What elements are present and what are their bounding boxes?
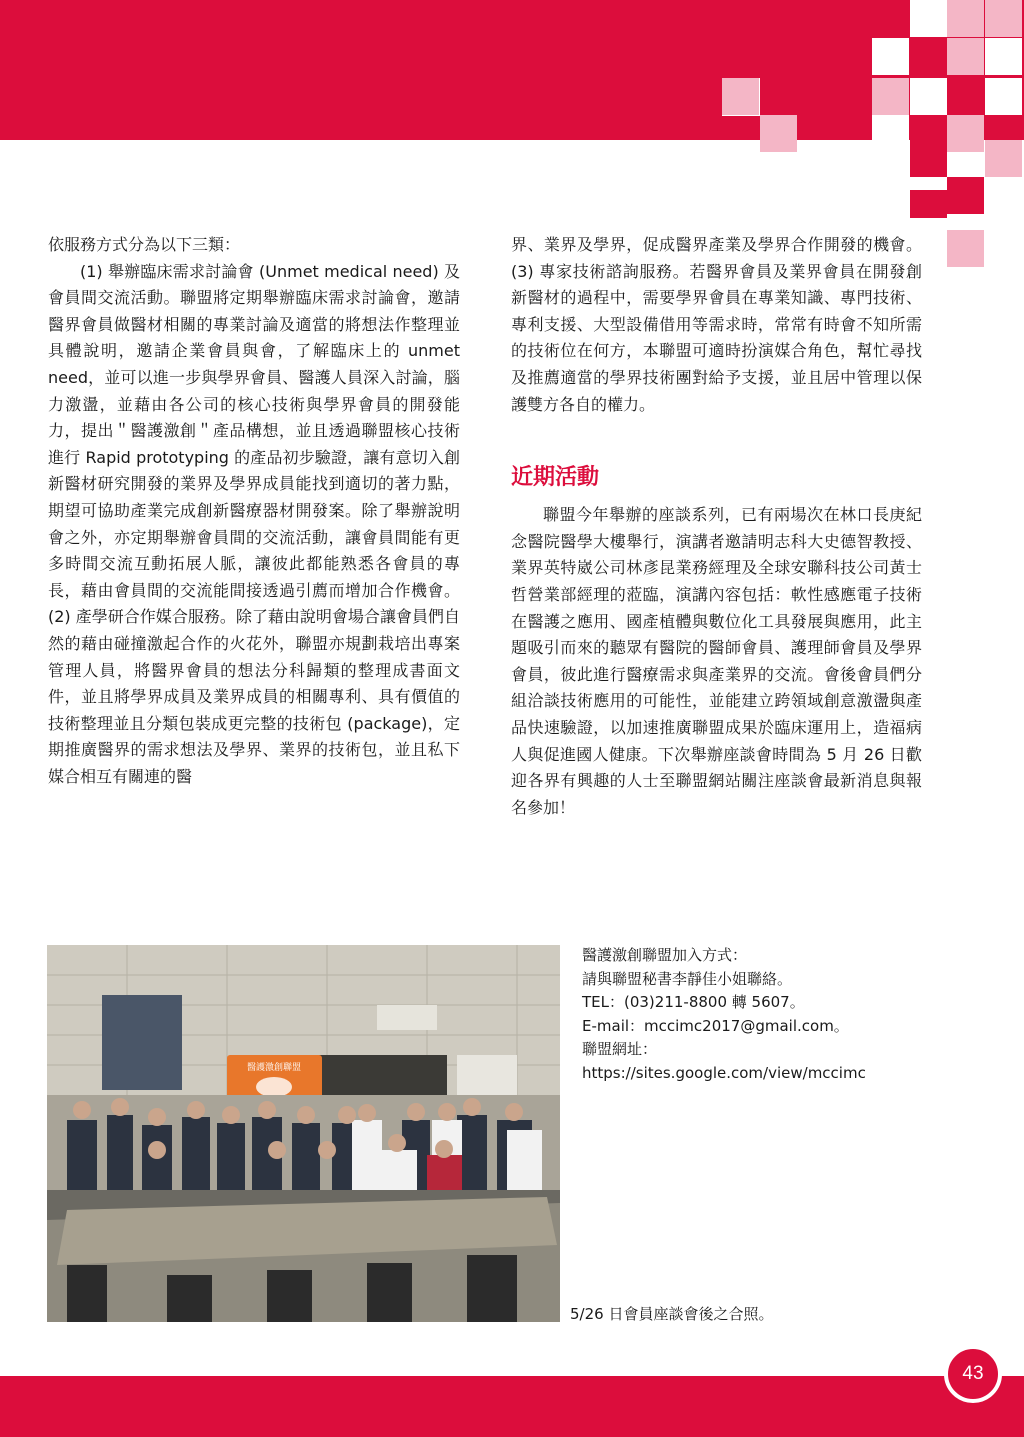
contact-person: 請與聯盟秘書李靜佳小姐聯絡。 <box>582 969 793 988</box>
right-column <box>511 232 922 821</box>
contact-email: E-mail：mccimc2017@gmail.com。 <box>582 1016 849 1035</box>
recent-activities-paragraph: 聯盟今年舉辦的座談系列，已有兩場次在林口長庚紀念醫院醫學大樓舉行，演講者邀請明志科大史德智教授、業界英特崴公司林彥昆業務經理及全球安聯科技公司黃士哲營業部經理的蒞臨，演講內容包括：軟性感應電子技術在醫護之應用、國產植體與數位化工具發展與應用，此主題吸引而來的聽眾有醫院的醫師會員、護理師會員及學界會員，彼此進行醫療需求與產業界的交流。會後會員們分組洽談技術應用的可能性，並能建立跨領域創意激盪與產品快速驗證，以加速推廣聯盟成果於臨床運用上，造福病人與促進國人健康。下次舉辦座談會時間為 5 月 26 日歡迎各界有興趣的人士至聯盟網站關注座談會最新消息與報名參加！ <box>511 505 922 817</box>
header-band <box>0 0 1024 140</box>
contact-info <box>582 944 1002 1086</box>
contact-tel: TEL：(03)211-8800 轉 5607。 <box>582 993 805 1012</box>
footer-band <box>0 1376 1024 1437</box>
section-title-recent-activities: 近期活動 <box>511 465 600 491</box>
left-column <box>48 232 460 790</box>
svg-text:醫護激創聯盟: 醫護激創聯盟 <box>246 1063 302 1073</box>
group-photo <box>47 945 560 1322</box>
page-number: 43 <box>944 1345 1002 1403</box>
services-paragraph: (1) 舉辦臨床需求討論會 (Unmet medical need) 及會員間交流活動。聯盟將定期舉辦臨床需求討論會，邀請醫界會員做醫材相關的專業討論及適當的將想法作整理並具體說明，邀請企業會員與會，了解臨床上的 unmet need，並可以進一步與學界會員、醫護人員深入討論，腦力激盪，並藉由各公司的核心技術與學界會員的開發能力，提出＂醫護激創＂產品構想，並且透過聯盟核心技術進行 Rapid prototyping 的產品初步驗證，讓有意切入創新醫材研究開發的業界及學界成員能找到適切的著力點，期望可協助產業完成創新醫療器材開發案。除了舉辦說明會之外，亦定期舉辦會員間的交流活動，讓會員間能有更多時間交流互動拓展人脈，讓彼此都能熟悉各會員的專長，藉由會員間的交流能間接透過引薦而增加合作機會。(2) 產學研合作媒合服務。除了藉由說明會場合讓會員們自然的藉由碰撞激起合作的火花外，聯盟亦規劃栽培出專案管理人員，將醫界會員的想法分科歸類的整理成書面文件，並且將學界成員及業界成員的相關專利、具有價值的技術整理並且分類包裝成更完整的技術包 (package)，定期推廣醫界的需求想法及學界、業界的技術包，並且私下媒合相互有關連的醫 <box>48 261 460 786</box>
contact-title: 醫護激創聯盟加入方式： <box>582 946 748 964</box>
contact-website-url[interactable]: https://sites.google.com/view/mccimc <box>582 1063 866 1082</box>
contact-website-label: 聯盟網址： <box>582 1040 658 1059</box>
services-paragraph-continued: 界、業界及學界，促成醫界產業及學界合作開發的機會。(3) 專家技術諮詢服務。若醫界會員及業界會員在開發創新醫材的過程中，需要學界會員在專業知識、專門技術、專利支援、大型設備借用等需求時，常常有時會不知所需的技術位在何方，本聯盟可適時扮演媒合角色，幫忙尋找及推薦適當的學界技術團對給予支援，並且居中管理以保護雙方各自的權力。 <box>511 235 922 414</box>
photo-caption: 5/26 日會員座談會後之合照。 <box>570 1305 774 1323</box>
intro-line: 依服務方式分為以下三類： <box>48 235 241 254</box>
